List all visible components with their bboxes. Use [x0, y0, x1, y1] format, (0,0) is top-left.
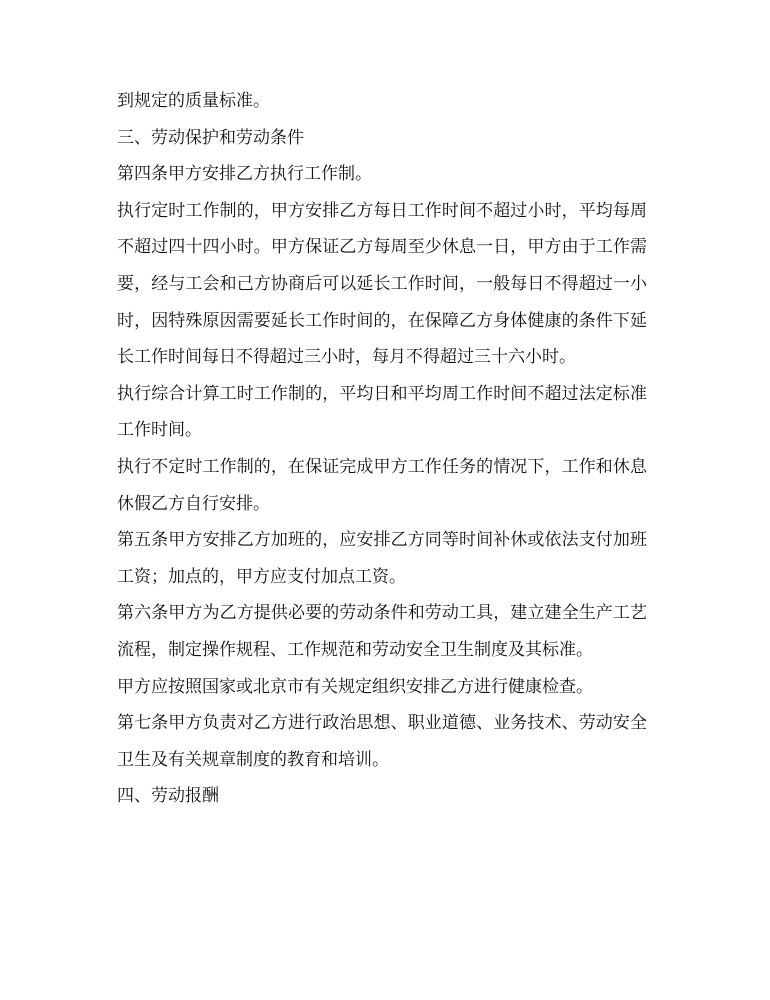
article-five: 第五条甲方安排乙方加班的，应安排乙方同等时间补休或依法支付加班工资；加点的，甲方应支付加点工资。: [117, 530, 647, 587]
article-seven: 第七条甲方负责对乙方进行政治思想、职业道德、业务技术、劳动安全卫生及有关规章制度的教育和培训。: [117, 713, 647, 770]
article-six: 第六条甲方为乙方提供必要的劳动条件和劳动工具，建立建全生产工艺流程，制定操作规程、工作规范和劳动安全卫生制度及其标准。: [117, 603, 647, 660]
document-body: [117, 83, 647, 815]
paragraph-comprehensive-hours: 执行综合计算工时工作制的，平均日和平均周工作时间不超过法定标准工作时间。: [117, 383, 647, 441]
paragraph-health-check: 甲方应按照国家或北京市有关规定组织安排乙方进行健康检查。: [117, 676, 593, 697]
paragraph-quality-standard: 到规定的质量标准。: [117, 91, 270, 111]
section-heading-remuneration: 四、劳动报酬: [117, 786, 219, 807]
section-heading-labor-protection: 三、劳动保护和劳动条件: [117, 127, 304, 148]
paragraph-fixed-hours: 执行定时工作制的，甲方安排乙方每日工作时间不超过小时，平均每周不超过四十四小时。甲方保证乙方每周至少休息一日，甲方由于工作需要，经与工会和己方协商后可以延长工作时间，一般每日不得超过一小时，因特殊原因需要延长工作时间的，在保障乙方身体健康的条件下延长工作时间每日不得超过三小时，每月不得超过三十六小时。: [117, 200, 647, 368]
article-four: 第四条甲方安排乙方执行工作制。: [117, 164, 372, 185]
paragraph-flexible-hours: 执行不定时工作制的，在保证完成甲方工作任务的情况下，工作和休息休假乙方自行安排。: [117, 456, 647, 514]
